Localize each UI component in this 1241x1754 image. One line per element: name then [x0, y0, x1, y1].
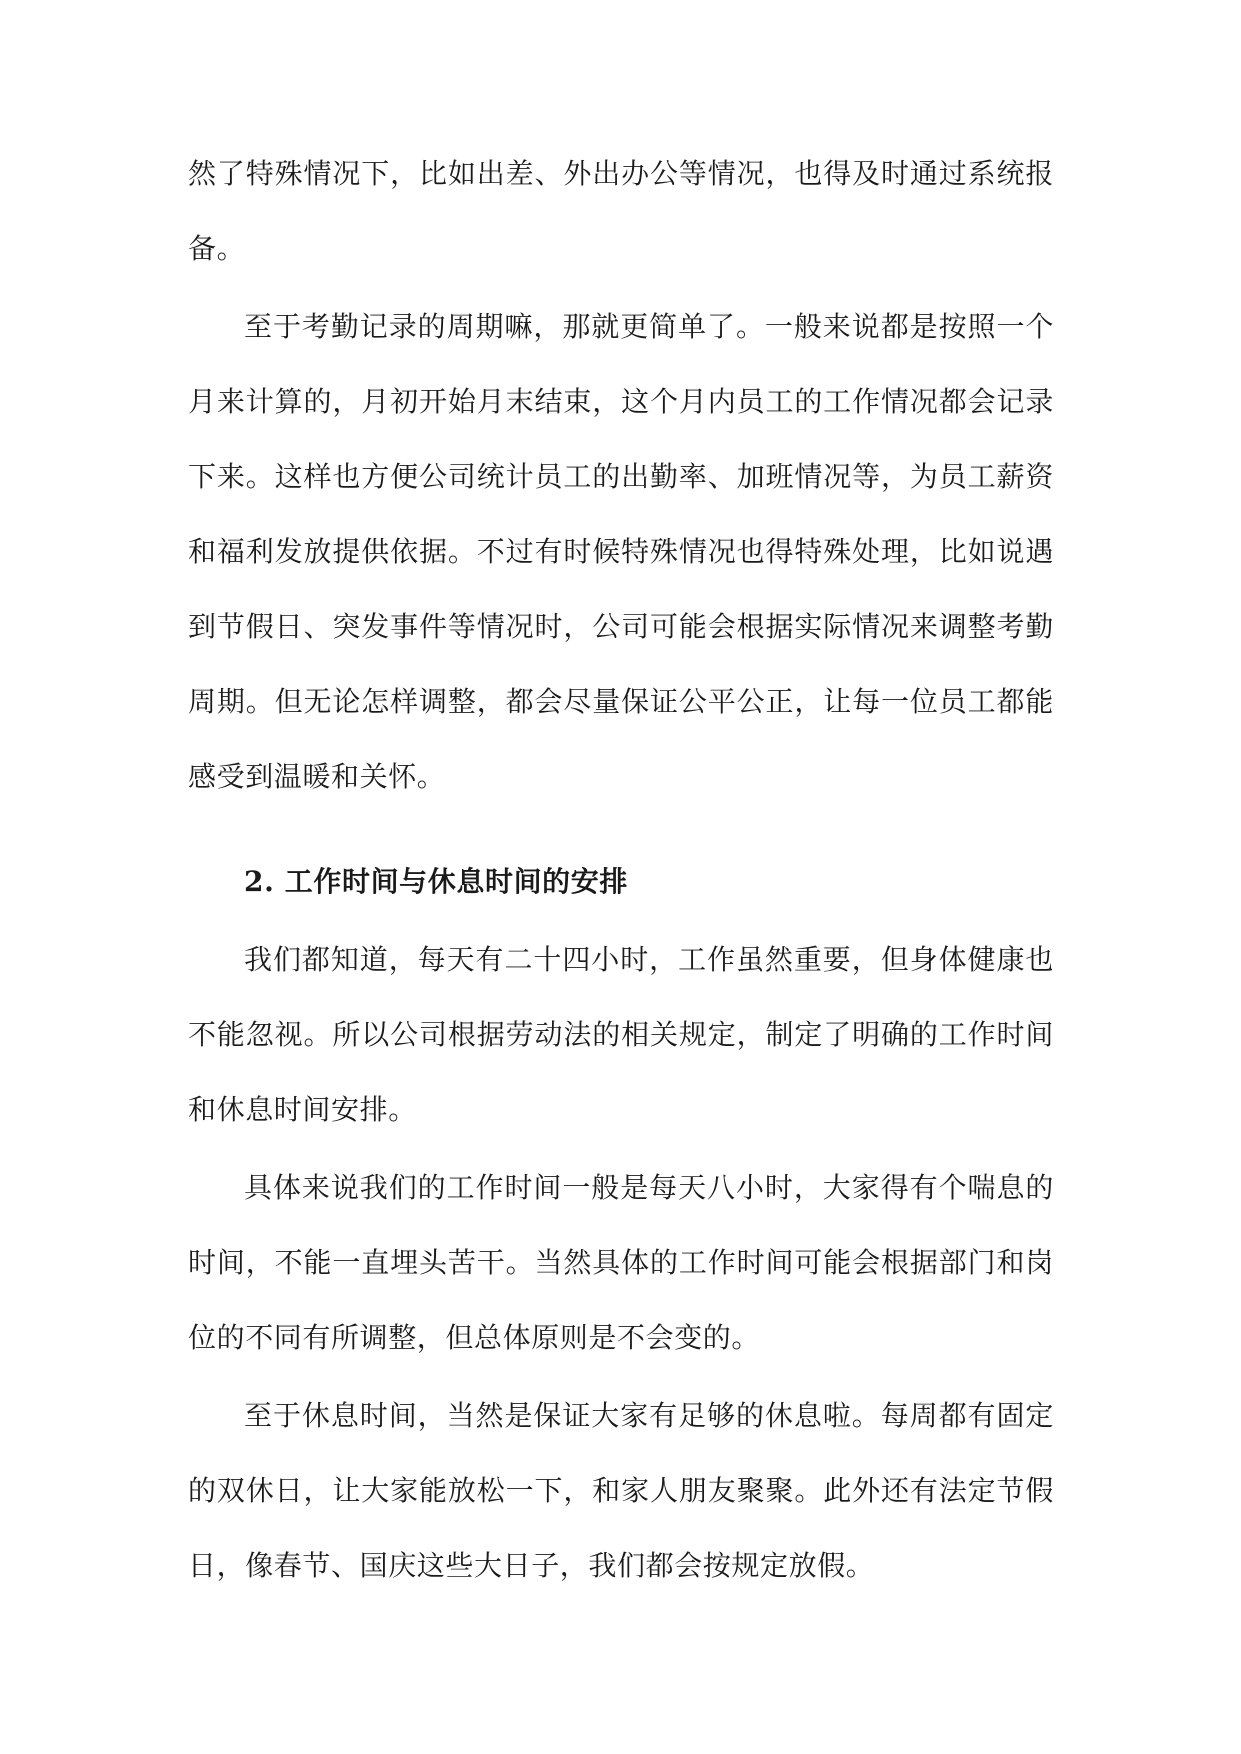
paragraph-work-hours-intro: 我们都知道，每天有二十四小时，工作虽然重要，但身体健康也不能忽视。所以公司根据劳动法的相关规定，制定了明确的工作时间和休息时间安排。 [188, 943, 1054, 1126]
paragraph-attendance-cycle: 至于考勤记录的周期嘛，那就更简单了。一般来说都是按照一个月来计算的，月初开始月末结束，这个月内员工的工作情况都会记录下来。这样也方便公司统计员工的出勤率、加班情况等，为员工薪资和福利发放提供依据。不过有时候特殊情况也得特殊处理，比如说遇到节假日、突发事件等情况时，公司可能会根据实际情况来调整考勤周期。但无论怎样调整，都会尽量保证公平公正，让每一位员工都能感受到温暖和关怀。 [188, 310, 1054, 793]
paragraph-rest-time: 至于休息时间，当然是保证大家有足够的休息啦。每周都有固定的双休日，让大家能放松一下，和家人朋友聚聚。此外还有法定节假日，像春节、国庆这些大日子，我们都会按规定放假。 [188, 1399, 1054, 1582]
paragraph-work-hours-detail: 具体来说我们的工作时间一般是每天八小时，大家得有个喘息的时间，不能一直埋头苦干。当然具体的工作时间可能会根据部门和岗位的不同有所调整，但总体原则是不会变的。 [188, 1171, 1054, 1354]
document-body [188, 136, 1054, 1606]
paragraph-continued: 然了特殊情况下，比如出差、外出办公等情况，也得及时通过系统报备。 [188, 157, 1054, 265]
section-heading: 2. 工作时间与休息时间的安排 [244, 865, 628, 898]
